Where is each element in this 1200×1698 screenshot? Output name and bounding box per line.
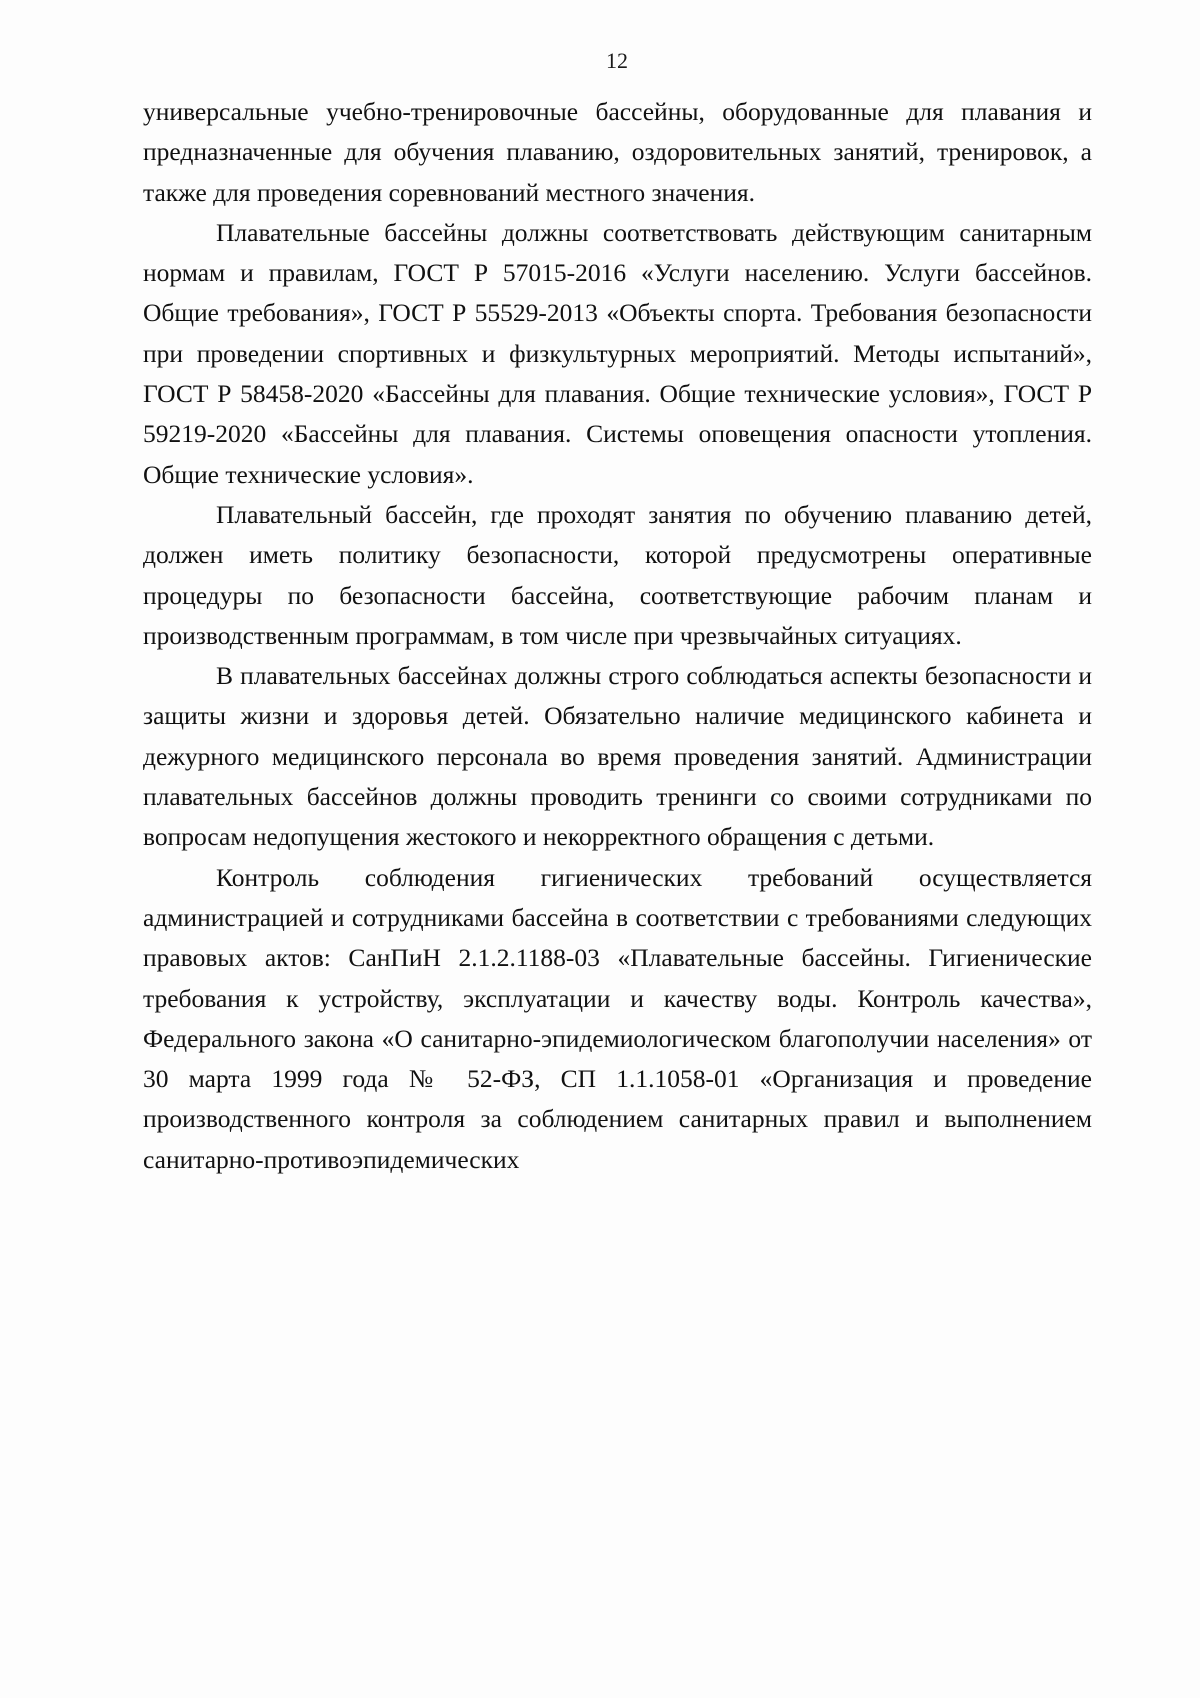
paragraph-1: универсальные учебно-тренировочные бассейны, оборудованные для плавания и предназначенные для обучения плаванию, оздоровительных занятий, тренировок, а также для проведения соревнований местного значения. xyxy=(143,97,1092,207)
paragraph-4: В плавательных бассейнах должны строго соблюдаться аспекты безопасности и защиты жизни и здоровья детей. Обязательно наличие медицинского кабинета и дежурного медицинского персонала во время проведения занятий. Администрации плавательных бассейнов должны проводить тренинги со своими сотрудниками по вопросам недопущения жестокого и некорректного обращения с детьми. xyxy=(143,661,1092,852)
document-body xyxy=(143,92,1092,1180)
paragraph-3: Плавательный бассейн, где проходят занятия по обучению плаванию детей, должен иметь политику безопасности, которой предусмотрены оперативные процедуры по безопасности бассейна, соответствующие рабочим планам и производственным программам, в том числе при чрезвычайных ситуациях. xyxy=(143,499,1092,650)
paragraph-5: Контроль соблюдения гигиенических требований осуществляется администрацией и сотрудниками бассейна в соответствии с требованиями следующих правовых актов: СанПиН 2.1.2.1188-03 «Плавательные бассейны. Гигиенические требования к устройству, эксплуатации и качеству воды. Контроль качества», Федерального закона «О санитарно-эпидемиологическом благополучии населения» от 30 марта 1999 года № 52-ФЗ, СП 1.1.1058-01 «Организация и проведение производственного контроля за соблюдением санитарных правил и выполнением санитарно-противоэпидемических xyxy=(143,862,1092,1174)
paragraph-2: Плавательные бассейны должны соответствовать действующим санитарным нормам и правилам, ГОСТ Р 57015-2016 «Услуги населению. Услуги бассейнов. Общие требования», ГОСТ Р 55529-2013 «Объекты спорта. Требования безопасности при проведении спортивных и физкультурных мероприятий. Методы испытаний», ГОСТ Р 58458-2020 «Бассейны для плавания. Общие технические условия», ГОСТ Р 59219-2020 «Бассейны для плавания. Системы оповещения опасности утопления. Общие технические условия». xyxy=(143,217,1092,489)
page-number: 12 xyxy=(606,48,628,73)
